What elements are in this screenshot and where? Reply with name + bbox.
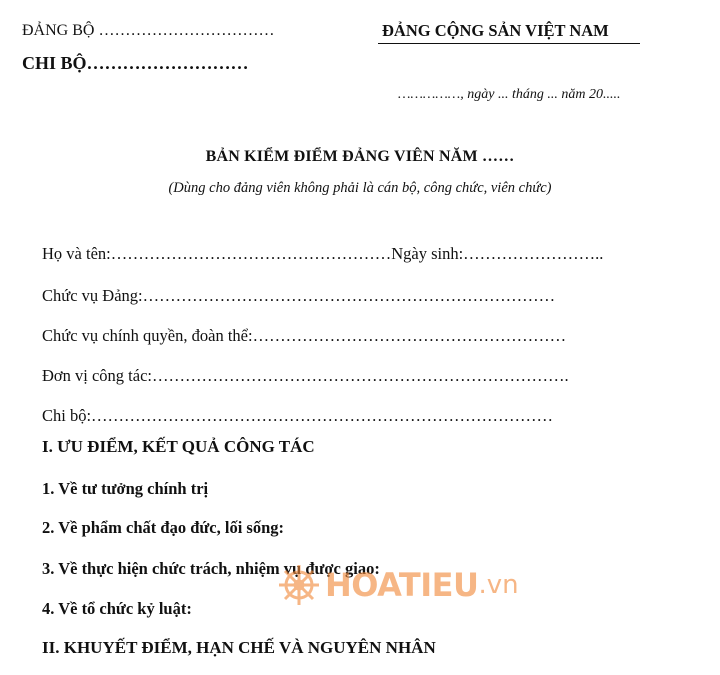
party-position-field: Chức vụ Đảng:………………………………………………………………… xyxy=(42,286,556,305)
ship-wheel-icon xyxy=(277,563,321,607)
section-1-item-1: 1. Về tư tưởng chính trị xyxy=(42,479,209,498)
date-line: ……………, ngày ... tháng ... năm 20..... xyxy=(398,87,621,102)
watermark-suffix: .vn xyxy=(478,570,519,600)
section-1-heading: I. ƯU ĐIỂM, KẾT QUẢ CÔNG TÁC xyxy=(42,437,315,456)
document-title: BẢN KIỂM ĐIỂM ĐẢNG VIÊN NĂM …… xyxy=(205,148,515,165)
work-unit-field: Đơn vị công tác:…………………………………………………………………. xyxy=(42,366,569,385)
heading-underline xyxy=(378,43,640,44)
section-1-item-4: 4. Về tổ chức kỷ luật: xyxy=(42,599,192,618)
section-1-item-3: 3. Về thực hiện chức trách, nhiệm vụ được giao: xyxy=(42,559,380,578)
gov-position-field: Chức vụ chính quyền, đoàn thể:………………………………………………… xyxy=(42,326,567,345)
section-1-item-2: 2. Về phẩm chất đạo đức, lối sống: xyxy=(42,518,284,537)
watermark-logo xyxy=(277,563,519,607)
chi-bo-field: Chi bộ:………………………………………………………………………… xyxy=(42,406,554,425)
section-2-heading: II. KHUYẾT ĐIỂM, HẠN CHẾ VÀ NGUYÊN NHÂN xyxy=(42,638,436,657)
party-committee-line: ĐẢNG BỘ …………………………… xyxy=(22,22,275,39)
party-cell-line: CHI BỘ……………………… xyxy=(22,53,249,73)
watermark-text: HOATIEU xyxy=(325,566,479,604)
name-dob-field: Họ và tên:……………………………………………Ngày sinh:…………………….. xyxy=(42,244,604,263)
party-name-heading: ĐẢNG CỘNG SẢN VIỆT NAM xyxy=(382,21,609,40)
document-subtitle: (Dùng cho đảng viên không phải là cán bộ, công chức, viên chức) xyxy=(168,180,552,196)
